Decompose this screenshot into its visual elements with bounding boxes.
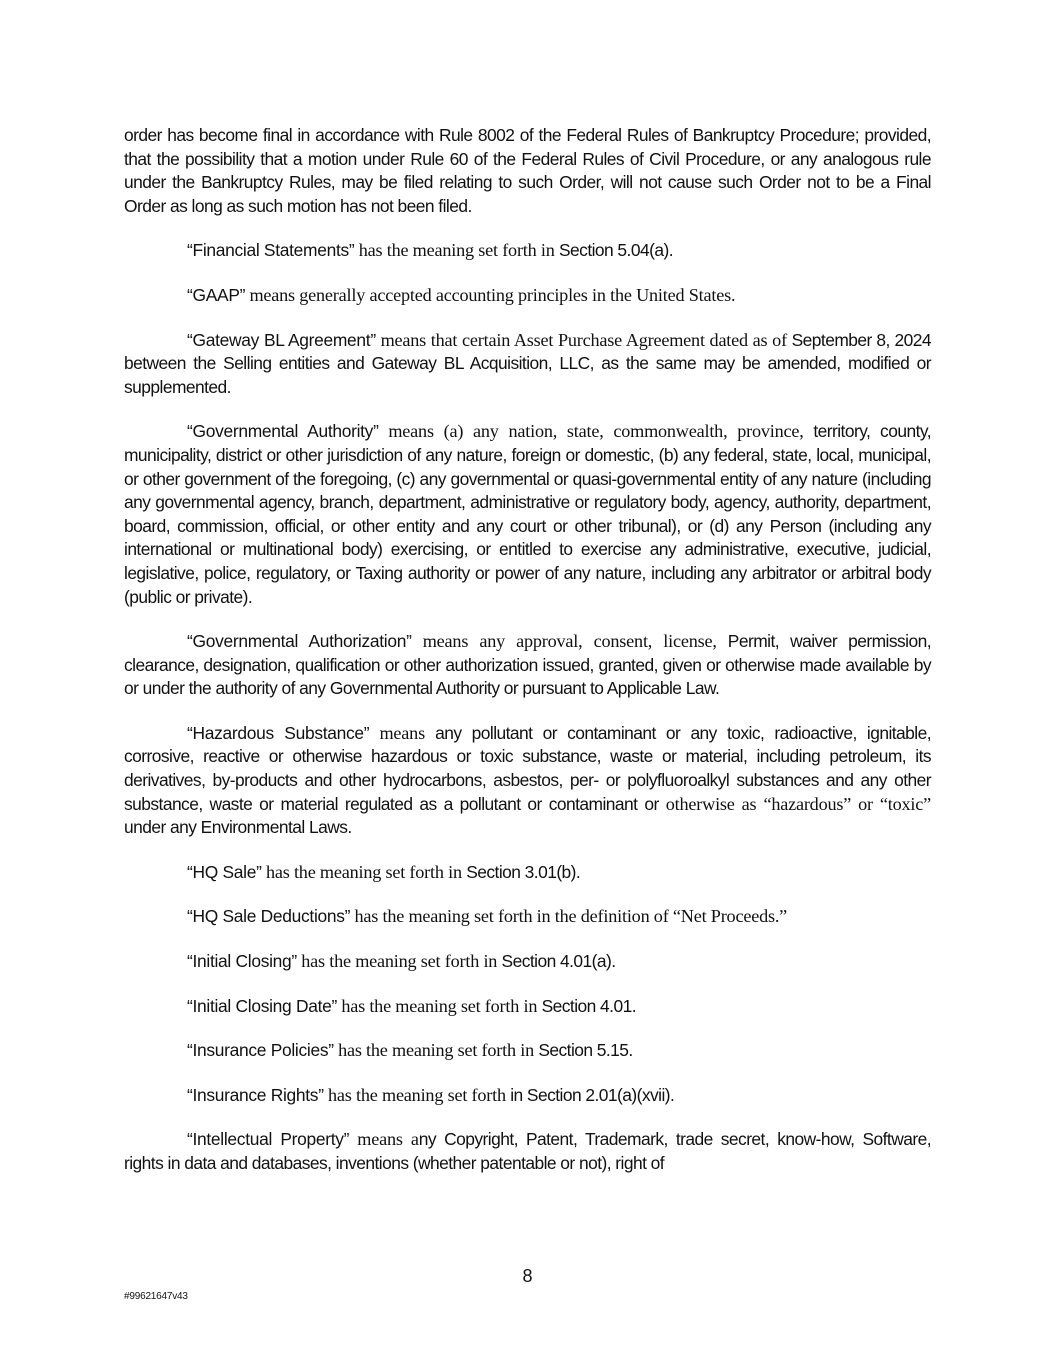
defined-term: “Insurance Rights”: [187, 1084, 324, 1105]
paragraph-final-order-continuation: [124, 124, 931, 218]
definition-text: has the meaning set forth: [323, 1084, 511, 1105]
defined-term: “Gateway BL Agreement”: [187, 329, 376, 350]
definition-insurance-rights: [124, 1084, 931, 1108]
defined-term: “Intellectual Property”: [187, 1129, 350, 1150]
section-reference: Section 5.04(a).: [559, 240, 673, 261]
defined-term: “Hazardous Substance”: [187, 722, 370, 743]
definition-intellectual-property: [124, 1128, 931, 1175]
definition-hazardous-substance: [124, 722, 931, 840]
section-reference: Section 4.01(a).: [501, 951, 616, 972]
definition-governmental-authority: [124, 420, 931, 609]
definition-initial-closing-date: [124, 995, 931, 1019]
definition-rest: Permit, waiver permission, clearance, designation, qualification or other authorization issued, granted, given or otherwise made available by or under the authority of any Governmental Authority or pursuant to Applicable Law.: [124, 631, 931, 699]
definition-text: has the meaning set forth in: [354, 240, 559, 261]
definition-rest-end: under any Environmental Laws.: [124, 817, 352, 838]
defined-term: “Initial Closing Date”: [187, 995, 337, 1016]
defined-term: “HQ Sale Deductions”: [187, 906, 351, 927]
definition-text: means any approval, consent, license,: [411, 631, 717, 652]
definition-text: has the meaning set forth in: [336, 995, 542, 1016]
defined-term: “Insurance Policies”: [187, 1040, 334, 1061]
definition-text: means (a) any nation, state, commonwealth, province,: [378, 421, 804, 442]
document-page: [124, 124, 931, 1197]
definition-hq-sale: [124, 861, 931, 885]
defined-term: “Initial Closing”: [187, 951, 297, 972]
defined-term: “HQ Sale”: [187, 861, 262, 882]
definition-rest: ny Copyright, Patent, Trademark, trade secret, know-how, Software, rights in data and databases, inventions (whether patentable or not), right of: [124, 1129, 931, 1173]
definition-rest: any pollutant or contaminant or any toxic, radioactive, ignitable, corrosive, reactive or otherwise hazardous or toxic substance, waste or material, including petroleum, its derivatives, by-products and other hydrocarbons, asbestos, per- or polyfluoroalkyl substances and any other substance, waste or material regulated as a pollutant or contaminant or: [124, 722, 932, 814]
defined-term: “Governmental Authorization”: [187, 631, 412, 652]
definition-text: has the meaning set forth in the definition of “Net Proceeds.”: [350, 906, 788, 927]
definition-text: means that certain Asset Purchase Agreement dated as of: [375, 329, 787, 350]
defined-term: “Governmental Authority”: [187, 421, 379, 442]
section-reference: in Section 2.01(a)(xvii).: [510, 1084, 675, 1105]
paragraph-text: order has become final in accordance with Rule 8002 of the Federal Rules of Bankruptcy Procedure; provided, that the possibility that a motion under Rule 60 of the Federal Rules of Civil Procedure, or any analogous rule under the Bankruptcy Rules, may be filed relating to such Order, will not cause such Order not to be a Final Order as long as such motion has not been filed.: [124, 125, 931, 216]
definition-text: means a: [349, 1129, 419, 1150]
page-number: 8: [522, 1266, 533, 1286]
definition-gateway-bl-agreement: [124, 329, 931, 400]
defined-term: “Financial Statements”: [187, 240, 355, 261]
defined-term: “GAAP”: [187, 284, 246, 305]
definition-initial-closing: [124, 950, 931, 974]
definition-text: has the meaning set forth in: [296, 951, 502, 972]
definition-rest: territory, county, municipality, district or other jurisdiction of any nature, foreign or domestic, (b) any federal, state, local, municipal, or other government of the foregoing, (c) any governmental or quasi-governmental entity of any nature (including any governmental agency, branch, department, administrative or regulatory body, agency, authority, department, board, commission, official, or other entity and any court or other tribunal), or (d) any Person (including any international or multinational body) exercising, or entitled to exercise any administrative, executive, judicial, legislative, police, regulatory, or Taxing authority or power of any nature, including any arbitrator or arbitral body (public or private).: [124, 421, 931, 607]
definition-rest: September 8, 2024 between the Selling entities and Gateway BL Acquisition, LLC, as the same may be amended, modified or supplemented.: [124, 329, 932, 397]
definition-gaap: [124, 284, 931, 308]
section-reference: Section 4.01.: [541, 995, 636, 1016]
definition-text: has the meaning set forth in: [261, 861, 467, 882]
section-reference: Section 5.15.: [538, 1040, 633, 1061]
definition-financial-statements: [124, 239, 931, 263]
definition-governmental-authorization: [124, 630, 931, 701]
document-id: #99621647v43: [124, 1291, 188, 1302]
section-reference: Section 3.01(b).: [466, 861, 581, 882]
definition-text: has the meaning set forth in: [333, 1040, 539, 1061]
definition-insurance-policies: [124, 1039, 931, 1063]
definition-text: means: [369, 722, 425, 743]
definition-text-serif: otherwise as “hazardous” or “toxic”: [658, 793, 931, 814]
definition-text: means generally accepted accounting principles in the United States.: [245, 284, 736, 305]
definition-hq-sale-deductions: [124, 905, 931, 929]
